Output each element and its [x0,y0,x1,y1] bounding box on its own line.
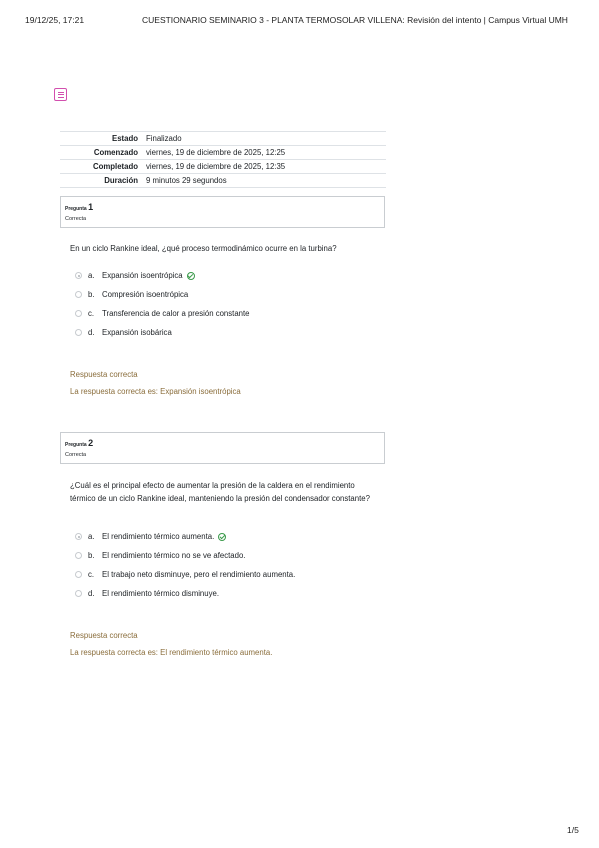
answer-text: Compresión isoentrópica [102,290,189,299]
answer-option-b[interactable] [75,290,188,299]
radio-button[interactable] [75,571,82,578]
answer-option-a[interactable] [75,532,226,541]
answer-text: Transferencia de calor a presión constante [102,309,250,318]
summary-value: viernes, 19 de diciembre de 2025, 12:35 [146,160,386,174]
radio-button[interactable] [75,272,82,279]
answer-letter: a. [88,271,95,280]
answer-option-a[interactable] [75,271,195,280]
answer-letter: b. [88,551,95,560]
answer-letter: d. [88,589,95,598]
question-state: Correcta [65,452,87,458]
summary-row-state [60,132,386,146]
answer-option-d[interactable] [75,589,219,598]
answer-letter: c. [88,309,95,318]
question-number: Pregunta 1 [65,202,94,212]
check-circle-icon [187,272,195,280]
answer-text: El trabajo neto disminuye, pero el rendimiento aumenta. [102,570,296,579]
question-number: Pregunta 2 [65,438,94,448]
answer-text: El rendimiento térmico no se ve afectado. [102,551,246,560]
radio-button[interactable] [75,590,82,597]
answer-letter: b. [88,290,95,299]
summary-label: Duración [60,174,146,188]
summary-label: Estado [60,132,146,146]
radio-button[interactable] [75,329,82,336]
answer-letter: d. [88,328,95,337]
radio-button[interactable] [75,533,82,540]
page-number: 1/5 [567,825,579,835]
radio-button[interactable] [75,291,82,298]
answer-letter: c. [88,570,95,579]
print-header-title: CUESTIONARIO SEMINARIO 3 - PLANTA TERMOSOLAR VILLENA: Revisión del intento | Campus Virtual UMH [142,15,568,25]
print-header-datetime: 19/12/25, 17:21 [25,15,85,25]
answer-text: Expansión isoentrópica [102,271,183,280]
question-info-box [60,196,385,228]
radio-button[interactable] [75,310,82,317]
summary-value: viernes, 19 de diciembre de 2025, 12:25 [146,146,386,160]
question-state: Correcta [65,216,87,222]
summary-value: 9 minutos 29 segundos [146,174,386,188]
summary-label: Completado [60,160,146,174]
answer-option-d[interactable] [75,328,172,337]
check-circle-icon [218,533,226,541]
question-info-box [60,432,385,464]
summary-value: Finalizado [146,132,386,146]
answer-option-b[interactable] [75,551,245,560]
answer-option-c[interactable] [75,570,295,579]
right-answer-text: La respuesta correcta es: Expansión isoentrópica [70,387,241,396]
summary-row-completed [60,160,386,174]
summary-row-started [60,146,386,160]
summary-row-duration [60,174,386,188]
summary-label: Comenzado [60,146,146,160]
answer-text: Expansión isobárica [102,328,172,337]
right-answer-text: La respuesta correcta es: El rendimiento térmico aumenta. [70,648,273,657]
feedback-text: Respuesta correcta [70,631,138,640]
answer-text: El rendimiento térmico aumenta. [102,532,215,541]
feedback-text: Respuesta correcta [70,370,138,379]
answer-option-c[interactable] [75,309,250,318]
answer-text: El rendimiento térmico disminuye. [102,589,219,598]
radio-button[interactable] [75,552,82,559]
question-text: En un ciclo Rankine ideal, ¿qué proceso termodinámico ocurre en la turbina? [70,244,337,253]
quiz-icon [54,88,67,101]
answer-letter: a. [88,532,95,541]
attempt-summary-table [60,131,386,188]
question-text: ¿Cuál es el principal efecto de aumentar la presión de la caldera en el rendimiento térmico de un ciclo Rankine ideal, manteniendo la presión del condensador constante? [70,481,370,503]
